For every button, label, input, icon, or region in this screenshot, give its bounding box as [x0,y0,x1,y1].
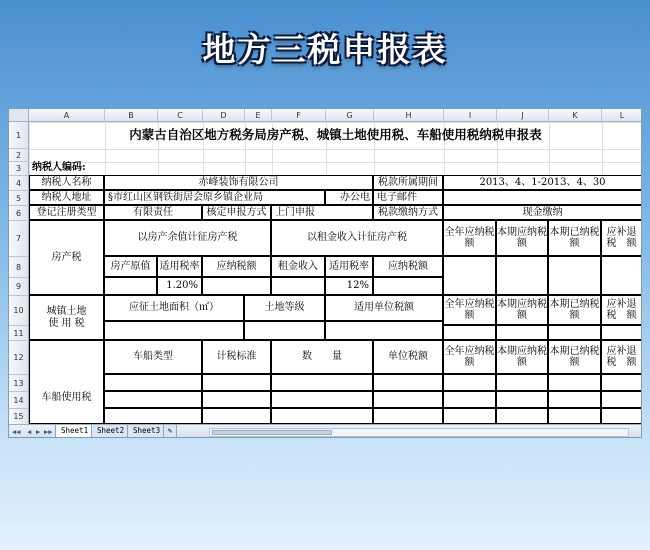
property-by-value-header: 以房产余值计征房产税 [104,220,271,256]
refund-header: 应补退税 额 [601,220,642,256]
vehicle-row-cell[interactable] [104,374,202,391]
rent-income-cell[interactable] [271,277,325,295]
column-header[interactable]: G [326,109,374,122]
column-header[interactable]: H [374,109,444,122]
land-area-cell[interactable] [104,321,244,340]
land-refund-cell[interactable] [601,325,642,340]
row-header[interactable]: 4 [9,176,29,191]
vehicle-row-cell[interactable] [271,408,373,424]
refund-cell[interactable] [601,256,642,295]
vehicle-row-cell[interactable] [496,374,548,391]
period-label: 税款所属期间 [373,175,443,190]
rent-income-header: 租金收入 [271,256,325,277]
scrollbar-thumb[interactable] [212,430,332,435]
name-value[interactable]: 赤峰装饰有限公司 [104,175,373,190]
period-paid-cell[interactable] [548,256,601,295]
vehicle-row-cell[interactable] [443,391,496,408]
vehicle-row-cell[interactable] [443,408,496,424]
vehicle-row-cell[interactable] [601,408,642,424]
vehicle-row-cell[interactable] [271,374,373,391]
land-refund-header: 应补退税 额 [601,295,642,325]
row-header[interactable]: 8 [9,257,29,278]
land-grade-header: 土地等级 [244,295,325,321]
vehicle-row-cell[interactable] [496,391,548,408]
column-header[interactable]: D [203,109,245,122]
row-header[interactable]: 13 [9,375,29,392]
method-label: 核定申报方式 [202,205,271,220]
prev-sheet-icon[interactable]: ◀ [27,428,32,436]
email-value[interactable] [443,190,642,205]
vehicle-row-cell[interactable] [548,408,601,424]
tab-sheet2[interactable]: Sheet2 [91,425,130,438]
land-annual-due-header: 全年应纳税 额 [443,295,496,325]
annual-due-header: 全年应纳税 额 [443,220,496,256]
rate-value-cell[interactable]: 1.20% [157,277,202,295]
vehicle-row-cell[interactable] [601,391,642,408]
column-header[interactable]: I [444,109,497,122]
vehicle-row-cell[interactable] [548,391,601,408]
original-value-header: 房产原值 [104,256,157,277]
land-period-due-header: 本期应纳税 额 [496,295,548,325]
row-header[interactable]: 15 [9,409,29,425]
row-header[interactable]: 5 [9,191,29,206]
column-header[interactable]: K [549,109,602,122]
land-period-paid-cell[interactable] [548,325,601,340]
row-header[interactable]: 7 [9,221,29,257]
property-by-rent-header: 以租金收入计征房产税 [271,220,443,256]
row-header[interactable]: 9 [9,278,29,296]
land-grade-cell[interactable] [244,321,325,340]
column-header[interactable]: A [29,109,105,122]
banner-title: 地方三税申报表 [202,30,448,69]
vehicle-tax-label: 车船使用税 [29,340,104,424]
vehicle-type-header: 车船类型 [104,340,202,374]
vehicle-row-cell[interactable] [271,391,373,408]
vehicle-row-cell[interactable] [496,408,548,424]
tab-sheet1[interactable]: Sheet1 [55,425,94,438]
column-header[interactable]: F [272,109,326,122]
original-value-cell[interactable] [104,277,157,295]
row-header[interactable]: 2 [9,149,29,162]
row-header[interactable]: 3 [9,162,29,176]
tax-due-cell[interactable] [202,277,271,295]
vehicle-annual-due-header: 全年应纳税 额 [443,340,496,374]
column-header[interactable]: B [105,109,158,122]
phone-label: 办公电 [325,190,373,205]
annual-due-cell[interactable] [443,256,496,295]
vehicle-row-cell[interactable] [202,391,271,408]
column-header[interactable]: C [158,109,203,122]
vehicle-row-cell[interactable] [104,391,202,408]
land-area-header: 应征土地面积（㎡） [104,295,244,321]
row-header[interactable]: 1 [9,122,29,149]
vehicle-row-cell[interactable] [548,374,601,391]
period-value[interactable]: 2013、4、1-2013、4、30 [443,175,642,190]
row-header[interactable]: 12 [9,341,29,375]
vehicle-standard-header: 计税标准 [202,340,271,374]
tax-due2-cell[interactable] [373,277,443,295]
address-label: 纳税人地址 [29,190,104,205]
first-sheet-icon[interactable]: ◀◀ [12,428,21,436]
sheet-tab-bar [9,424,642,438]
select-all-corner[interactable] [9,109,29,122]
land-unit-tax-header: 适用单位税额 [325,295,443,321]
vehicle-row-cell[interactable] [202,408,271,424]
vehicle-row-cell[interactable] [373,408,443,424]
name-label: 纳税人名称 [29,175,104,190]
spreadsheet-window [8,108,642,438]
land-period-paid-header: 本期已纳税 额 [548,295,601,325]
payment-method-label: 税款缴纳方式 [373,205,443,220]
period-due-header: 本期应纳税 额 [496,220,548,256]
column-header[interactable]: L [602,109,642,122]
land-period-due-cell[interactable] [496,325,548,340]
tax-due-header: 应纳税额 [202,256,271,277]
rate2-header: 适用税率 [325,256,373,277]
vehicle-row-cell[interactable] [373,374,443,391]
taxpayer-id-label: 纳税人编码: [32,161,86,173]
tax-due2-header: 应纳税额 [373,256,443,277]
land-tax-label: 城镇土地使 用 税 [29,295,104,340]
vehicle-row-cell[interactable] [104,408,202,424]
vehicle-quantity-header: 数 量 [271,340,373,374]
form-title: 内蒙古自治区地方税务局房产税、城镇土地使用税、车船使用税纳税申报表 [129,126,542,142]
row-header[interactable]: 10 [9,296,29,326]
horizontal-scrollbar[interactable] [209,428,629,437]
vehicle-row-cell[interactable] [202,374,271,391]
period-due-cell[interactable] [496,256,548,295]
vehicle-period-due-header: 本期应纳税 额 [496,340,548,374]
rate2-value-cell[interactable]: 12% [325,277,373,295]
vehicle-row-cell[interactable] [373,391,443,408]
reg-type-value[interactable]: 有限责任 [104,205,202,220]
method-value[interactable]: 上门申报 [271,205,373,220]
vehicle-unit-tax-header: 单位税额 [373,340,443,374]
email-label: 电子邮件 [373,190,443,205]
row-header[interactable]: 11 [9,326,29,341]
next-sheet-icon[interactable]: ▶ [36,428,41,436]
insert-sheet-icon[interactable]: ✎ [163,425,177,438]
column-header[interactable]: E [245,109,272,122]
reg-type-label: 登记注册类型 [29,205,104,220]
gridline [29,149,642,150]
payment-method-value[interactable]: 现金缴纳 [443,205,642,220]
vehicle-row-cell[interactable] [443,374,496,391]
vehicle-period-paid-header: 本期已纳税 额 [548,340,601,374]
rate-header: 适用税率 [157,256,202,277]
column-header[interactable]: J [497,109,549,122]
last-sheet-icon[interactable]: ▶▶ [44,428,53,436]
land-annual-due-cell[interactable] [443,325,496,340]
vehicle-row-cell[interactable] [601,374,642,391]
tab-sheet3[interactable]: Sheet3 [127,425,166,438]
land-unit-tax-cell[interactable] [325,321,443,340]
row-header[interactable]: 6 [9,206,29,221]
row-header[interactable]: 14 [9,392,29,409]
vehicle-refund-header: 应补退税 额 [601,340,642,374]
property-tax-label: 房产税 [29,220,104,295]
address-value[interactable]: §市红山区钢铁街居会原乡镇企业局 [104,190,325,205]
period-paid-header: 本期已纳税 额 [548,220,601,256]
